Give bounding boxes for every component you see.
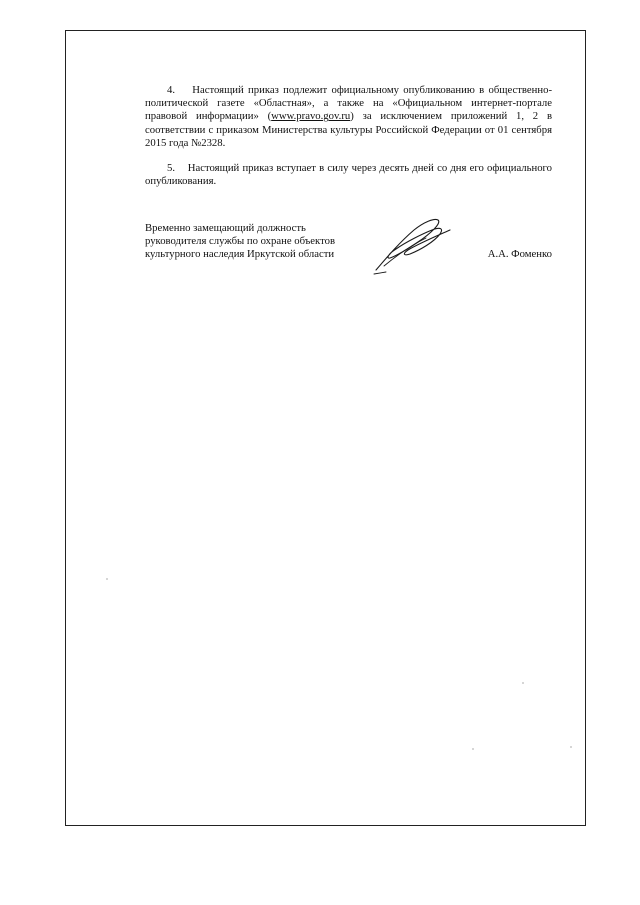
paragraph-5 [145,162,552,188]
paragraph-number: 5. [167,162,176,175]
scan-speck [522,682,524,684]
signatory-title [145,222,335,262]
paragraph-number: 4. [167,84,176,96]
scan-speck [106,578,108,580]
document-body [145,84,552,188]
signature-block [145,222,552,282]
scan-speck [472,748,474,750]
scan-speck [570,746,572,748]
signatory-title-line: культурного наследия Иркутской области [145,248,335,261]
signatory-title-line: руководителя службы по охране объектов [145,235,335,248]
paragraph-text: Настоящий приказ вступает в силу через десять дней со дня его официального опубликования. [145,162,553,188]
paragraph-text: Настоящий приказ подлежит официальному опубликованию в общественно-политической газете «Областная», а также на «Официальном интернет-портале правовой информации» ( [145,84,553,123]
paragraph-4 [145,84,552,150]
pravo-link[interactable]: www.pravo.gov.ru [271,110,351,123]
signatory-name: А.А. Фоменко [487,248,552,260]
signatory-title-line: Временно замещающий должность [145,222,306,234]
paragraph-text: ) за исключением приложений 1, 2 в соответствии с приказом Министерства культуры Российской Федерации от 01 сентября 2015 года №2328. [145,110,552,149]
handwritten-signature [370,216,460,276]
